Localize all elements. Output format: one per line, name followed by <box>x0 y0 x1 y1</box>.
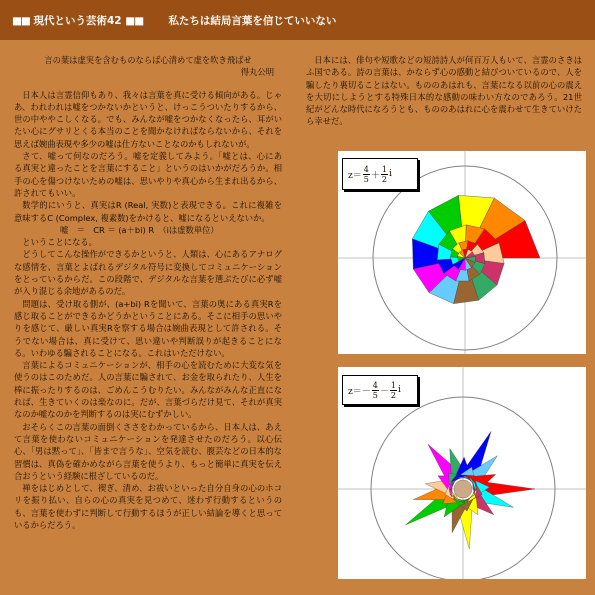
paragraph: ということになる。 <box>22 237 97 248</box>
paragraph: おそらくこの言葉の面倒くささをわかっているから、日本人は、あえて言葉を使わないコミュニケーションを発達させたのだろう。以心伝心、「男は黙って」、「皆まで言うな」、空気を読む、腹芸などの日本的な習慣は、真偽を確かめながら言葉を使うより、もっと簡単に真実を伝え合おうという経験に根ざしているのだ。 <box>14 421 282 481</box>
eq-z: z＝－ <box>348 386 371 397</box>
eq-den: 5 <box>372 390 378 400</box>
header-squares-right: ■■ <box>125 15 144 27</box>
eq-den: 2 <box>390 390 396 400</box>
article-title: 私たちは結局言葉を信じていいない <box>168 15 337 27</box>
spiral-wedges <box>412 195 540 303</box>
eq-den: 2 <box>381 174 387 184</box>
figure-panel-2 <box>338 367 586 579</box>
eq-unit: i <box>397 385 401 395</box>
right-column <box>306 54 582 128</box>
equation-label-2 <box>342 375 418 405</box>
header-bar <box>0 0 595 40</box>
epigraph-quote: 言の葉は虚実を含むものならば心清めて虚を吹き飛ばせ <box>44 55 252 65</box>
eq-num: 1 <box>390 380 396 390</box>
eq-op: ＋ <box>370 170 380 181</box>
star-spikes <box>405 431 535 549</box>
eq-num: 4 <box>372 380 378 390</box>
eq-num: 4 <box>363 164 369 174</box>
equation-label-1 <box>342 158 418 190</box>
paragraph: 問題は、受け取る側が、(a+bi) Rを聞いて、言葉の奥にある真実Rを感じ取ることができるかどうかということにある。そこに相手の思いやりを感じて、厳しい真実Rを察する場合は婉曲表現として許される。そうでない場合は、真に受けて、思い違いや判断誤りが起きることになる。いわゆる騙されることになる。これはいただけない。 <box>14 298 282 358</box>
eq-num: 1 <box>381 164 387 174</box>
paragraph: 日本には、俳句や短歌などの短詩詩人が何百万人もいて、言霊のさきはふ国である。詩の言葉は、かならず心の感動と結びついているので、人を騙したり裏切ることはない。もののあはれも、言葉になる以前の心の震えを大切にしようとする特殊日本的な感動の味わい方なのであろう。21世紀がどんな時代になろうとも、もののあはれに心を震わせて生きていけたら幸せだ。 <box>306 55 582 127</box>
eq-den: 5 <box>363 174 369 184</box>
paragraph: 数学的にいうと、真実はR (Real, 実数)と表現できる。これに複雑を意味するC (Complex, 複素数)をかけると、嘘になるといえないか。 <box>14 200 282 223</box>
left-column <box>14 54 282 531</box>
author-name: 得丸公明 <box>240 67 274 78</box>
eq-op: － <box>379 386 389 397</box>
series-title: 現代という芸術42 <box>33 15 122 27</box>
paragraph: さて、嘘って何なのだろう。嘘を定義してみよう。「嘘とは、心にある真実と違ったことを言葉にすること」というのはいかがだろうか。相手の心を傷つけないための嘘は、思いやりや真心から生まれ出るから、許されてもいい。 <box>14 151 282 198</box>
figure-panel-1 <box>338 151 586 354</box>
paragraph: 禅をはじめとして、禊ぎ、清め、お祓いといった自分自身の心のホコリを振り払い、自らの心の真実を見つめて、迷わず行動するというのも、言葉を使わずに判断して行動するほうが正しい結論を導くと思っているからだろう。 <box>14 483 282 530</box>
header-squares-left: ■■ <box>12 15 30 27</box>
paragraph: 言葉によるコミュニケーションが、相手の心を読むために大変な気を使うのはこのためだ。人の言葉に騙されて、お金を取られたり、人生を棒に振ったりするのは、ごめんこうむりたい。みんながみんな正直になれば、生きていくのは楽なのに。だが、言葉づらだけ見て、それが真実なのか嘘なのかを判断するのは実にむずかしい。 <box>14 360 282 420</box>
star-core <box>454 480 472 498</box>
paragraph: どうしてこんな操作ができるかというと、人類は、心にあるアナログな感情を、言葉とよばれるデジタル符号に変換してコミュニケーションをとっているからだ。この段階で、デジタルな言葉を選ぶたびに必ず嘘が入り混じる余地があるのだ。 <box>14 249 282 297</box>
eq-unit: i <box>388 169 392 179</box>
formula: 嘘 ＝ CR ＝ (a＋bi) R （iは虚数単位） <box>60 224 219 235</box>
eq-z: z＝ <box>348 170 362 181</box>
paragraph: 日本人は言霊信仰もあり、我々は言葉を真に受ける傾向がある。じゃあ、われわれは嘘をつかないかというと、けっこうついたりするから、世の中ややこしくなる。でも、みんなが嘘をつかなくなったら、耳がいたい心にグサリとくる本当のことを聞かなければならないから、それを思えば婉曲表現や多少の嘘は仕方ないことなのかもしれないが。 <box>14 89 282 149</box>
header-text <box>12 13 336 28</box>
